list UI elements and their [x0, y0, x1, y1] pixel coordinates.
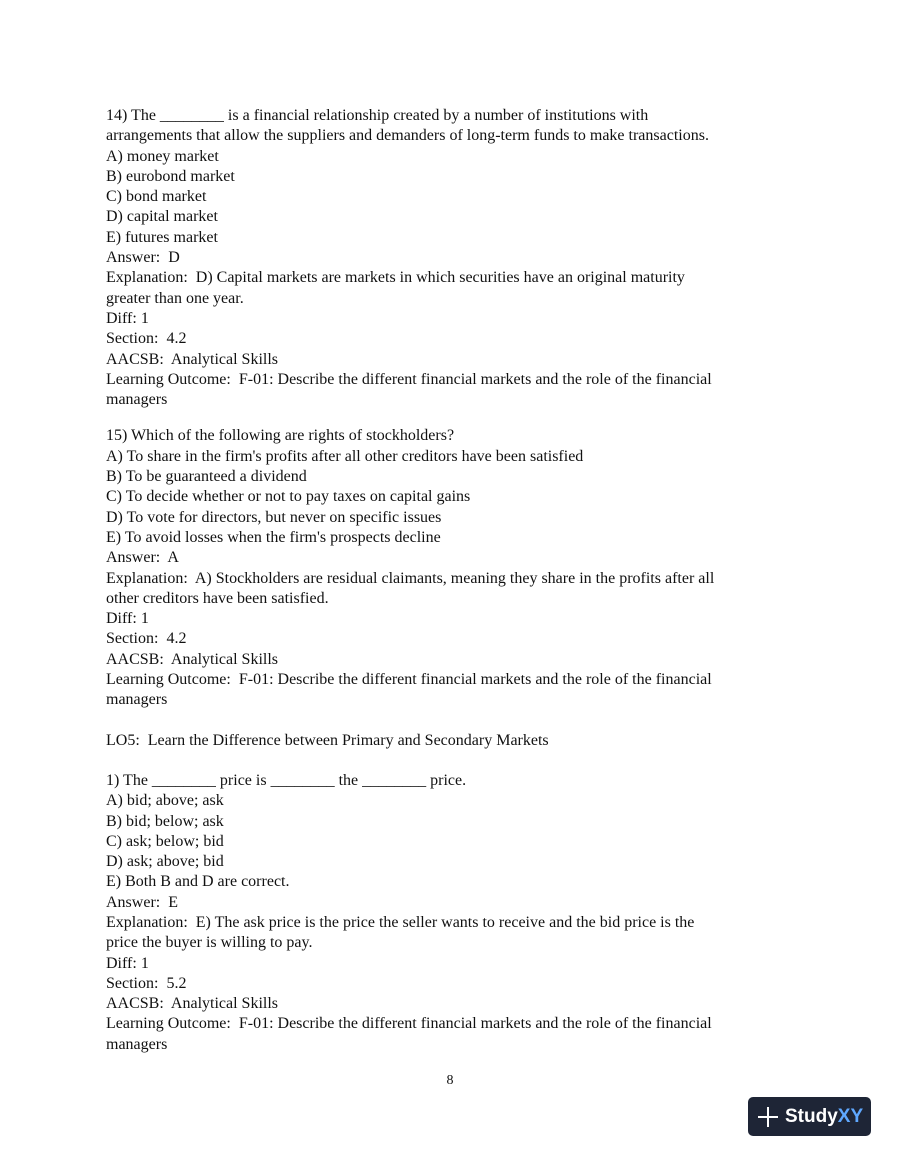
brand-name: StudyXY [785, 1105, 864, 1127]
aacsb-tag: AACSB: Analytical Skills [106, 350, 279, 368]
answer-option: B) eurobond market [106, 167, 235, 185]
aacsb-tag: AACSB: Analytical Skills [106, 995, 279, 1013]
explanation: other creditors have been satisfied. [106, 589, 329, 607]
learning-outcome: managers [106, 391, 168, 409]
answer-option: A) bid; above; ask [106, 792, 224, 810]
plus-icon [757, 1106, 779, 1128]
answer-key: Answer: E [106, 893, 178, 911]
explanation: Explanation: A) Stockholders are residual claimants, meaning they share in the profits after all [106, 569, 715, 587]
difficulty: Diff: 1 [106, 309, 149, 327]
answer-key: Answer: D [106, 249, 180, 267]
answer-option: B) To be guaranteed a dividend [106, 468, 307, 486]
question-stem: arrangements that allow the suppliers and demanders of long-term funds to make transactions. [106, 127, 709, 145]
answer-option: C) ask; below; bid [106, 832, 224, 850]
answer-option: E) To avoid losses when the firm's prospects decline [106, 528, 441, 546]
question-stem: 14) The ________ is a financial relationship created by a number of institutions with [106, 107, 649, 124]
question-stem: 15) Which of the following are rights of stockholders? [106, 427, 455, 445]
answer-option: A) To share in the firm's profits after all other creditors have been satisfied [106, 447, 584, 465]
page-number: 8 [446, 1073, 454, 1088]
explanation: Explanation: D) Capital markets are markets in which securities have an original maturity [106, 269, 685, 287]
answer-option: B) bid; below; ask [106, 812, 224, 830]
document-body [106, 106, 796, 1055]
explanation: Explanation: E) The ask price is the price the seller wants to receive and the bid price is the [106, 913, 695, 931]
learning-outcome: managers [106, 1035, 168, 1053]
section-ref: Section: 4.2 [106, 630, 187, 648]
section-ref: Section: 4.2 [106, 330, 187, 348]
answer-option: E) Both B and D are correct. [106, 873, 290, 891]
answer-option: D) capital market [106, 208, 218, 226]
aacsb-tag: AACSB: Analytical Skills [106, 650, 279, 668]
difficulty: Diff: 1 [106, 610, 149, 628]
section-ref: Section: 5.2 [106, 974, 187, 992]
question-1 [106, 771, 796, 1055]
learning-outcome: Learning Outcome: F-01: Describe the different financial markets and the role of the financial [106, 1015, 712, 1033]
difficulty: Diff: 1 [106, 954, 149, 972]
learning-outcome: Learning Outcome: F-01: Describe the different financial markets and the role of the financial [106, 370, 712, 388]
question-14 [106, 106, 796, 410]
answer-option: D) ask; above; bid [106, 853, 224, 871]
answer-option: C) bond market [106, 188, 207, 206]
studyxy-logo[interactable] [748, 1097, 871, 1136]
section-heading: LO5: Learn the Difference between Primary and Secondary Markets [106, 731, 549, 749]
explanation: price the buyer is willing to pay. [106, 934, 313, 952]
answer-option: D) To vote for directors, but never on specific issues [106, 508, 442, 526]
answer-option: C) To decide whether or not to pay taxes on capital gains [106, 488, 471, 506]
learning-outcome: managers [106, 691, 168, 709]
question-15 [106, 426, 796, 710]
learning-outcome: Learning Outcome: F-01: Describe the different financial markets and the role of the financial [106, 671, 712, 689]
explanation: greater than one year. [106, 289, 244, 307]
answer-option: E) futures market [106, 228, 218, 246]
answer-key: Answer: A [106, 549, 179, 567]
question-stem: 1) The ________ price is ________ the ________ price. [106, 771, 467, 789]
answer-option: A) money market [106, 147, 219, 165]
